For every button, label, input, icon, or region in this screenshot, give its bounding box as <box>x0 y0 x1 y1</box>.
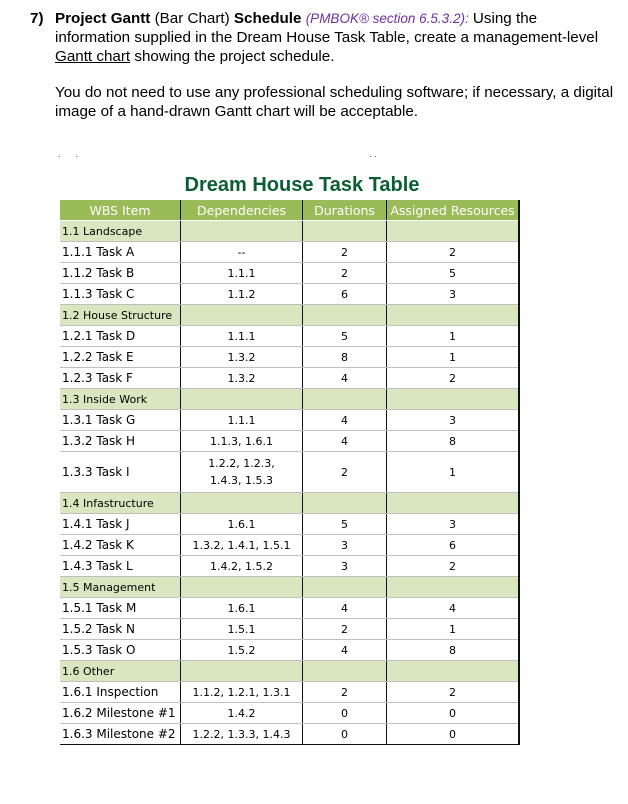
resources-cell: 2 <box>387 368 520 389</box>
duration-cell: 5 <box>303 514 387 535</box>
group-label: 1.5 Management <box>60 577 181 598</box>
dependencies-cell: 1.4.2 <box>181 703 303 724</box>
group-cell-empty <box>181 305 303 326</box>
header-assigned-resources: Assigned Resources <box>387 200 520 221</box>
table-body <box>60 221 519 745</box>
resources-cell: 0 <box>387 724 520 745</box>
duration-cell: 4 <box>303 368 387 389</box>
task-row <box>60 682 519 703</box>
task-row <box>60 431 519 452</box>
question-title-schedule: Schedule <box>233 10 302 27</box>
duration-cell: 2 <box>303 242 387 263</box>
dependencies-cell: 1.1.2 <box>181 284 303 305</box>
task-row <box>60 452 519 493</box>
task-row <box>60 242 519 263</box>
resources-cell: 2 <box>387 242 520 263</box>
resources-cell: 1 <box>387 347 520 368</box>
wbs-item-cell: 1.4.3 Task L <box>60 556 181 577</box>
question-title: Project Gantt <box>55 10 151 27</box>
group-cell-empty <box>303 305 387 326</box>
resources-cell: 8 <box>387 640 520 661</box>
dependencies-cell: 1.6.1 <box>181 514 303 535</box>
duration-cell: 4 <box>303 598 387 619</box>
wbs-item-cell: 1.4.2 Task K <box>60 535 181 556</box>
table-title: Dream House Task Table <box>184 174 420 196</box>
dependencies-cell: 1.2.2, 1.3.3, 1.4.3 <box>181 724 303 745</box>
group-cell-empty <box>181 577 303 598</box>
group-label: 1.3 Inside Work <box>60 389 181 410</box>
group-row <box>60 389 519 410</box>
resources-cell: 3 <box>387 284 520 305</box>
duration-cell: 2 <box>303 263 387 284</box>
dependencies-cell: 1.5.2 <box>181 640 303 661</box>
dependencies-cell: 1.1.2, 1.2.1, 1.3.1 <box>181 682 303 703</box>
task-row <box>60 724 519 745</box>
resources-cell: 2 <box>387 556 520 577</box>
dream-house-task-table <box>60 200 520 745</box>
dependencies-line: 1.4.3, 1.5.3 <box>210 474 273 487</box>
question-text <box>55 9 610 66</box>
duration-cell: 2 <box>303 682 387 703</box>
task-row <box>60 326 519 347</box>
wbs-item-cell: 1.5.2 Task N <box>60 619 181 640</box>
resources-cell: 3 <box>387 410 520 431</box>
wbs-item-cell: 1.2.1 Task D <box>60 326 181 347</box>
wbs-item-cell: 1.2.3 Task F <box>60 368 181 389</box>
group-cell-empty <box>303 493 387 514</box>
group-cell-empty <box>387 661 520 682</box>
group-label: 1.6 Other <box>60 661 181 682</box>
group-cell-empty <box>181 493 303 514</box>
group-label: 1.4 Infastructure <box>60 493 181 514</box>
group-cell-empty <box>387 493 520 514</box>
table-header-row <box>60 200 519 221</box>
task-row <box>60 410 519 431</box>
wbs-item-cell: 1.1.2 Task B <box>60 263 181 284</box>
duration-cell: 5 <box>303 326 387 347</box>
header-wbs-item: WBS Item <box>60 200 181 221</box>
wbs-item-cell: 1.1.1 Task A <box>60 242 181 263</box>
group-cell-empty <box>181 661 303 682</box>
dependencies-cell: 1.4.2, 1.5.2 <box>181 556 303 577</box>
wbs-item-cell: 1.2.2 Task E <box>60 347 181 368</box>
task-row <box>60 535 519 556</box>
resources-cell: 8 <box>387 431 520 452</box>
wbs-item-cell: 1.6.1 Inspection <box>60 682 181 703</box>
resources-cell: 1 <box>387 452 520 493</box>
dependencies-cell: 1.1.3, 1.6.1 <box>181 431 303 452</box>
task-row <box>60 640 519 661</box>
task-row <box>60 347 519 368</box>
dependencies-cell: 1.3.2, 1.4.1, 1.5.1 <box>181 535 303 556</box>
wbs-item-cell: 1.6.3 Milestone #2 <box>60 724 181 745</box>
group-row <box>60 221 519 242</box>
group-label: 1.2 House Structure <box>60 305 181 326</box>
dependencies-cell: 1.3.2 <box>181 347 303 368</box>
group-row <box>60 661 519 682</box>
question-text-a: Using the information supplied in the Dream House Task Table, create a management-level <box>55 10 599 46</box>
dependencies-line: 1.2.2, 1.2.3, <box>208 457 275 470</box>
group-cell-empty <box>303 221 387 242</box>
dependencies-cell: 1.1.1 <box>181 263 303 284</box>
resources-cell: 3 <box>387 514 520 535</box>
pmbok-reference: (PMBOK® section 6.5.3.2): <box>305 11 469 26</box>
header-durations: Durations <box>303 200 387 221</box>
dependencies-cell: 1.1.1 <box>181 326 303 347</box>
duration-cell: 2 <box>303 619 387 640</box>
group-label: 1.1 Landscape <box>60 221 181 242</box>
duration-cell: 3 <box>303 535 387 556</box>
task-row <box>60 703 519 724</box>
dependencies-cell: 1.1.1 <box>181 410 303 431</box>
wbs-item-cell: 1.4.1 Task J <box>60 514 181 535</box>
question-7 <box>30 9 610 66</box>
scan-artifact: . . <box>58 149 79 159</box>
wbs-item-cell: 1.3.1 Task G <box>60 410 181 431</box>
dependencies-cell: -- <box>181 242 303 263</box>
dependencies-cell: 1.3.2 <box>181 368 303 389</box>
question-number: 7) <box>30 10 44 27</box>
group-cell-empty <box>303 577 387 598</box>
dependencies-cell: 1.6.1 <box>181 598 303 619</box>
group-cell-empty <box>181 221 303 242</box>
duration-cell: 2 <box>303 452 387 493</box>
group-row <box>60 577 519 598</box>
duration-cell: 0 <box>303 703 387 724</box>
instructions-paragraph: You do not need to use any professional scheduling software; if necessary, a digital image of a hand-drawn Gantt chart will be acceptable. <box>55 84 614 120</box>
duration-cell: 3 <box>303 556 387 577</box>
wbs-item-cell: 1.3.2 Task H <box>60 431 181 452</box>
wbs-item-cell: 1.3.3 Task I <box>60 452 181 493</box>
dependencies-cell: 1.5.1 <box>181 619 303 640</box>
duration-cell: 4 <box>303 431 387 452</box>
group-row <box>60 305 519 326</box>
group-cell-empty <box>387 389 520 410</box>
wbs-item-cell: 1.1.3 Task C <box>60 284 181 305</box>
resources-cell: 1 <box>387 326 520 347</box>
group-row <box>60 493 519 514</box>
group-cell-empty <box>303 389 387 410</box>
group-cell-empty <box>387 577 520 598</box>
task-row <box>60 284 519 305</box>
group-cell-empty <box>303 661 387 682</box>
header-dependencies: Dependencies <box>181 200 303 221</box>
resources-cell: 5 <box>387 263 520 284</box>
duration-cell: 4 <box>303 410 387 431</box>
group-cell-empty <box>387 221 520 242</box>
dependencies-cell <box>181 452 303 493</box>
duration-cell: 6 <box>303 284 387 305</box>
gantt-chart-link[interactable]: Gantt chart <box>55 48 131 65</box>
duration-cell: 4 <box>303 640 387 661</box>
resources-cell: 6 <box>387 535 520 556</box>
task-row <box>60 556 519 577</box>
duration-cell: 0 <box>303 724 387 745</box>
resources-cell: 4 <box>387 598 520 619</box>
task-row <box>60 263 519 284</box>
resources-cell: 0 <box>387 703 520 724</box>
task-row <box>60 619 519 640</box>
task-row <box>60 514 519 535</box>
wbs-item-cell: 1.5.3 Task O <box>60 640 181 661</box>
resources-cell: 2 <box>387 682 520 703</box>
resources-cell: 1 <box>387 619 520 640</box>
group-cell-empty <box>181 389 303 410</box>
duration-cell: 8 <box>303 347 387 368</box>
question-text-b: showing the project schedule. <box>130 48 335 65</box>
group-cell-empty <box>387 305 520 326</box>
task-row <box>60 598 519 619</box>
scan-artifact: . . <box>369 149 377 159</box>
task-row <box>60 368 519 389</box>
question-title-paren: (Bar Chart) <box>150 10 234 27</box>
wbs-item-cell: 1.5.1 Task M <box>60 598 181 619</box>
wbs-item-cell: 1.6.2 Milestone #1 <box>60 703 181 724</box>
